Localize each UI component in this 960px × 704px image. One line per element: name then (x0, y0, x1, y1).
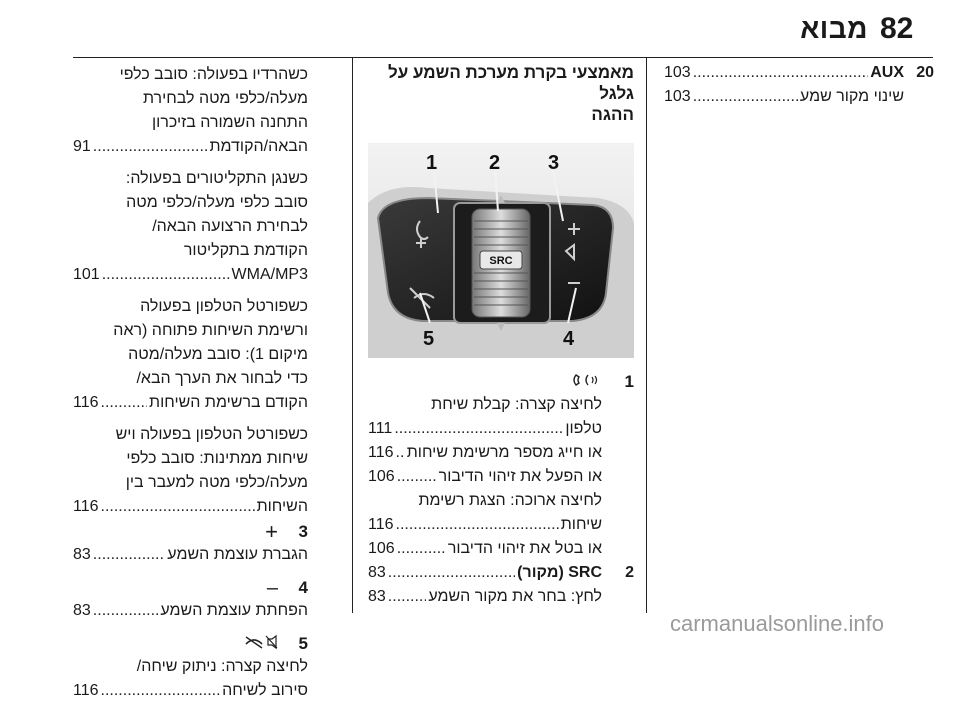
callout-2: 2 (489, 152, 501, 174)
item-5-header: 5 (73, 632, 308, 656)
item-4-header: 4 – (266, 576, 308, 599)
item-1-header: 1 (368, 370, 634, 394)
index-entry-change-source: שינוי מקור שמע ..... 103 (664, 86, 934, 107)
index-entry-aux: 20 AUX ..... 103 (664, 62, 934, 83)
plus-icon: + (265, 519, 278, 544)
block-cd: כשנגן התקליטורים בפעולה: סובב כלפי מעלה/כלפי מטה לבחירת הרצועה הבאה/ הקודמת בתקליטור WMA/MP3 ..... 101 (73, 168, 308, 285)
item-5-reject: סירוב לשיחה ..... 116 (73, 680, 308, 701)
page-header (0, 0, 960, 60)
steering-controls-illustration (368, 143, 634, 358)
block-radio: כשהרדיו בפעולה: סובב כלפי מעלה/כלפי מטה לבחירת התחנה השמורה בזיכרון הבאה/הקודמת ..... 91 (73, 64, 308, 157)
block-waiting-calls: כשפורטל הטלפון בפעולה ויש שיחות ממתינות: סובב כלפי מעלה/כלפי מטה למעבר בין השיחות ..... 116 (73, 424, 308, 517)
callout-5: 5 (423, 328, 435, 350)
item-2-press: לחץ: בחר את מקור השמע ..... 83 (368, 586, 634, 607)
item-1-description: לחיצה קצרה: קבלת שיחת טלפון ..... 111 או חייג מספר מרשימת שיחות ..... 116 או הפעל את זיהוי הדיבור ..... 106 לחיצה ארוכה: הצגת רשימת שיחות ..... 116 או בטל את זיהוי הדיבור ..... 106 (368, 394, 634, 559)
column-divider-right (646, 58, 647, 613)
index-column-left: כשהרדיו בפעולה: סובב כלפי מעלה/כלפי מטה לבחירת התחנה השמורה בזיכרון הבאה/הקודמת ..... 91 כשנגן התקליטורים בפעולה: סובב כלפי מעלה/כלפי מטה לבחירת הרצועה הבאה/ הקודמת בתקליטור WMA/MP3 ..... 101 כשפורטל הטלפון בפעולה ורשימת השיחות פתוחה (ראה מיקום 1): סובב מעלה/מטה כדי לבחור את הערך הבא/ הקודם ברשימת השיחות ..... 116 כשפורטל הטלפון בפעולה ויש שיחות ממתינות: סובב כלפי מעלה/כלפי מטה למעבר בין השיחות ..... 116 3 + הגברת עוצמת השמע ..... 83 4 – הפחתת עוצמת השמע ..... 83 5 לחיצה קצרה: ניתוק שיחה/ סירוב לשיחה ..... 116 (73, 64, 308, 704)
phone-voice-icon (570, 372, 604, 393)
page-title: מבוא (800, 13, 868, 44)
item-4-volume-down: הפחתת עוצמת השמע ..... 83 (73, 600, 308, 621)
watermark: carmanualsonline.info (670, 611, 885, 636)
hangup-mute-icon (242, 634, 278, 655)
callout-4: 4 (563, 328, 575, 350)
index-column-right (664, 62, 934, 110)
item-3-header: 3 + (265, 519, 308, 544)
minus-icon: – (266, 576, 278, 599)
section-heading: מאמצעי בקרת מערכת השמע על גלגל ההגה (388, 63, 634, 124)
header-rule (73, 57, 933, 58)
page-number: 82 (880, 12, 914, 45)
src-label: SRC (489, 255, 513, 267)
column-divider-left (352, 58, 353, 613)
index-column-middle (368, 62, 634, 610)
block-phone-list: כשפורטל הטלפון בפעולה ורשימת השיחות פתוחה (ראה מיקום 1): סובב מעלה/מטה כדי לבחור את הערך הבא/ הקודם ברשימת השיחות ..... 116 (73, 296, 308, 413)
callout-1: 1 (426, 152, 438, 174)
item-2-src: 2 SRC (מקור) ..... 83 (368, 562, 634, 583)
item-3-volume-up: הגברת עוצמת השמע ..... 83 (73, 544, 308, 565)
callout-3: 3 (548, 152, 560, 174)
steering-wheel-controls-photo (368, 143, 634, 358)
